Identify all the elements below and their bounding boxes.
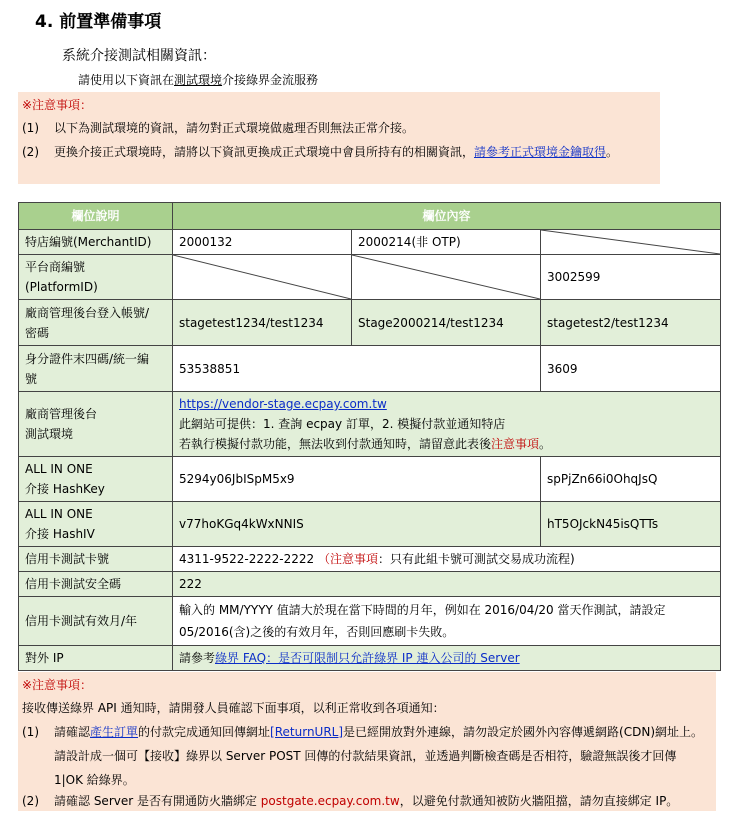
- intro-text: 請使用以下資訊在測試環境介接綠界金流服務: [78, 73, 319, 87]
- table-row: 信用卡測試安全碼 222: [19, 572, 721, 597]
- table-row: 廠商管理後台登入帳號/ 密碼 stagetest1234/test1234 Stage2000214/test1234 stagetest2/test1234: [19, 300, 721, 346]
- header-field-desc: 欄位說明: [19, 203, 173, 230]
- notice-heading-2: ※注意事項：: [22, 678, 93, 692]
- test-info-table: [18, 202, 721, 671]
- table-row: 特店編號(MerchantID) 2000132 2000214(非 OTP): [19, 230, 721, 255]
- table-header-row: [19, 203, 721, 230]
- vendor-stage-link[interactable]: https://vendor-stage.ecpay.com.tw: [179, 397, 387, 411]
- empty-cell: [173, 255, 352, 300]
- return-url-link[interactable]: [ReturnURL]: [270, 725, 344, 739]
- header-field-content: 欄位內容: [173, 203, 721, 230]
- section-title: 4. 前置準備事項: [35, 12, 162, 32]
- create-order-link[interactable]: 產生訂單: [90, 725, 139, 739]
- production-key-link[interactable]: 請參考正式環境金鑰取得: [474, 145, 607, 159]
- table-row: 身分證件末四碼/統一編 號 53538851 3609: [19, 346, 721, 392]
- table-row: ALL IN ONE 介接 HashKey 5294y06JbISpM5x9 spPjZn66i0OhqJsQ: [19, 457, 721, 502]
- table-row: 廠商管理後台 測試環境 https://vendor-stage.ecpay.com.tw 此網站可提供：1. 查詢 ecpay 訂單，2. 模擬付款並通知特店 若執行模擬付款功能，無法收到付款通知時，請留意此表後注意事項。: [19, 392, 721, 457]
- table-row: 平台商編號 (PlatformID) 3002599: [19, 255, 721, 300]
- faq-ip-link[interactable]: 綠界 FAQ：是否可限制只允許綠界 IP 連入公司的 Server: [215, 651, 520, 665]
- subtitle: 系統介接測試相關資訊：: [62, 48, 216, 64]
- empty-cell: [352, 255, 541, 300]
- notice-heading: ※注意事項：: [22, 98, 93, 112]
- table-row: 信用卡測試卡號 4311-9522-2222-2222 （注意事項：只有此組卡號可測試交易成功流程): [19, 547, 721, 572]
- empty-cell: [541, 230, 721, 255]
- table-row: 對外 IP 請參考綠界 FAQ：是否可限制只允許綠界 IP 連入公司的 Server: [19, 646, 721, 671]
- test-env-underlined: 測試環境: [174, 73, 223, 87]
- notice-box-2: ※注意事項： 接收傳送綠界 API 通知時，請開發人員確認下面事項，以利正常收到各項通知： (1) 請確認產生訂單的付款完成通知回傳網址[ReturnURL]是已經開放對外連線，請勿設定於國外內容傳遞網路(CDN)網址上。請設計成一個可【接收】綠界以 Server POST 回傳的付款結果資訊，並透過判斷檢查碼是否相符，驗證無誤後才回傳 1|OK 給綠界。 (2) 請確認 Server 是否有開通防火牆綁定 postgate.ecpay.com.tw，以避免付款通知被防火牆阻擋，請勿直接綁定 IP。: [18, 672, 716, 811]
- notice-box: ※注意事項： (1) 以下為測試環境的資訊，請勿對正式環境做處理否則無法正常介接。 (2) 更換介接正式環境時，請將以下資訊更換成正式環境中會員所持有的相關資訊，請參考正式環境金鑰取得。: [18, 92, 660, 184]
- table-row: 信用卡測試有效月/年 輸入的 MM/YYYY 值請大於現在當下時間的月年，例如在 2016/04/20 當天作測試，請設定 05/2016(含)之後的有效月年，否則回應刷卡失敗。: [19, 597, 721, 646]
- table-row: ALL IN ONE 介接 HashIV v77hoKGq4kWxNNIS hT5OJckN45isQTTs: [19, 502, 721, 547]
